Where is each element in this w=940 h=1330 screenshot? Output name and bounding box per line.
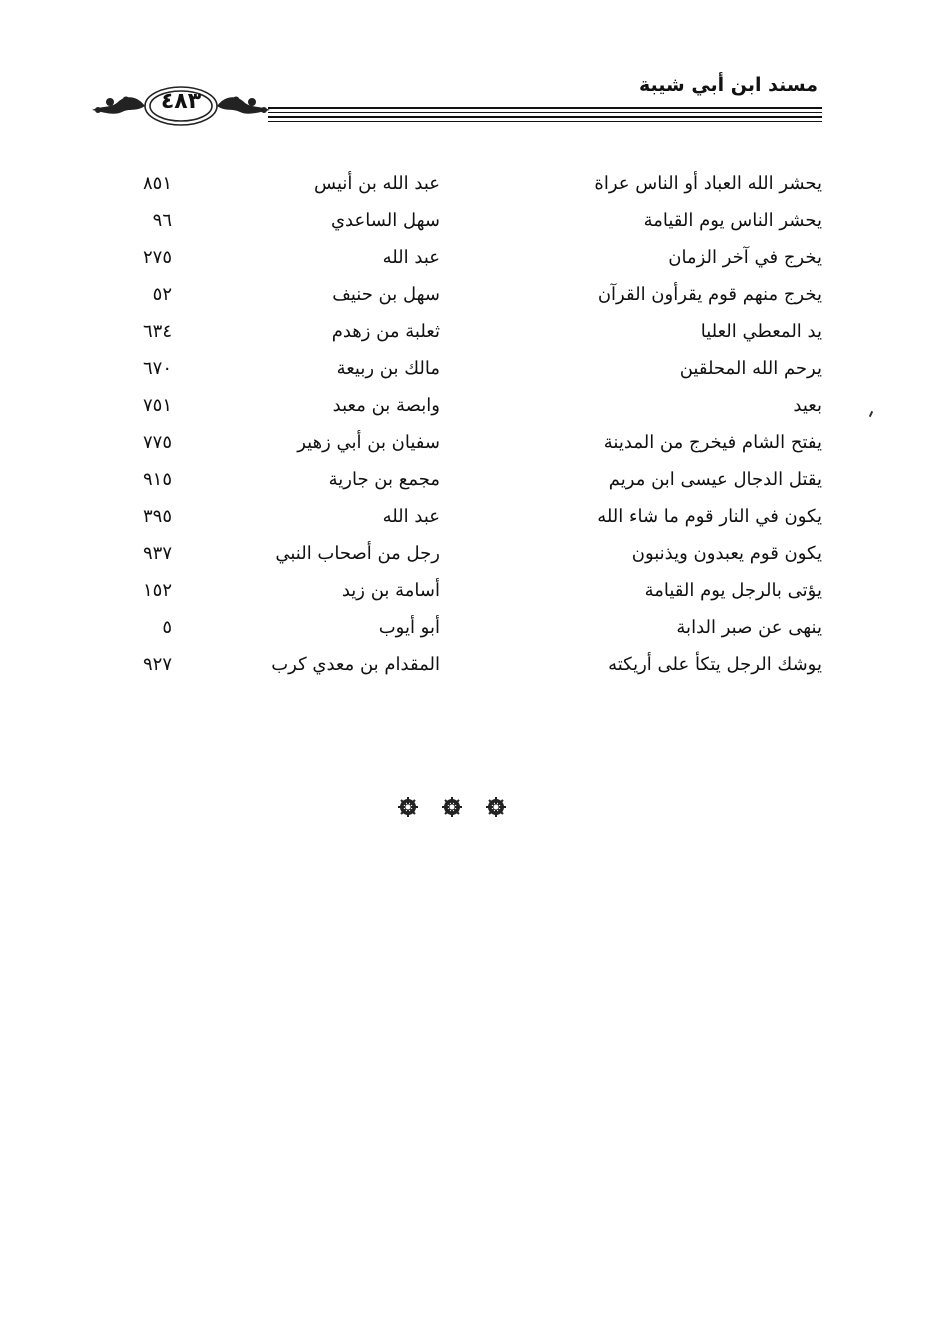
hadith-text: ينهى عن صبر الدابة: [676, 617, 822, 638]
table-row: [0, 391, 940, 428]
index-table: [0, 169, 940, 687]
narrator-name: سهل الساعدي: [330, 210, 440, 231]
table-row: [0, 576, 940, 613]
table-row: [0, 317, 940, 354]
narrator-name: رجل من أصحاب النبي: [275, 543, 440, 564]
hadith-number: ٨٥١: [142, 173, 172, 194]
hadith-text: بعيد: [793, 395, 822, 416]
hadith-number: ٥: [162, 617, 172, 638]
hadith-number: ٩٦: [152, 210, 172, 231]
narrator-name: المقدام بن معدي كرب: [271, 654, 440, 675]
hadith-text: يكون في النار قوم ما شاء الله: [597, 506, 822, 527]
flower-ornament-icon: [442, 797, 462, 817]
hadith-number: ٧٥١: [142, 395, 172, 416]
hadith-text: يوشك الرجل يتكأ على أريكته: [608, 654, 822, 675]
table-row: [0, 169, 940, 206]
flower-ornament-icon: [398, 797, 418, 817]
hadith-text: يخرج في آخر الزمان: [668, 247, 822, 268]
narrator-name: ثعلبة من زهدم: [331, 321, 440, 342]
header-rule: [268, 107, 822, 125]
hadith-number: ١٥٢: [142, 580, 172, 601]
hadith-text: يؤتى بالرجل يوم القيامة: [644, 580, 822, 601]
hadith-text: يفتح الشام فيخرج من المدينة: [603, 432, 822, 453]
table-row: [0, 539, 940, 576]
hadith-text: يرحم الله المحلقين: [679, 358, 822, 379]
table-row: [0, 650, 940, 687]
hadith-number: ٦٣٤: [142, 321, 172, 342]
narrator-name: عبد الله: [382, 506, 440, 527]
page-number: ٤٨٣: [160, 89, 202, 114]
hadith-number: ٧٧٥: [142, 432, 172, 453]
narrator-name: مالك بن ربيعة: [336, 358, 440, 379]
narrator-name: أسامة بن زيد: [341, 580, 440, 601]
table-row: [0, 243, 940, 280]
hadith-number: ٩٣٧: [142, 543, 172, 564]
narrator-name: وابصة بن معبد: [332, 395, 440, 416]
hadith-number: ٥٢: [152, 284, 172, 305]
hadith-text: يحشر الناس يوم القيامة: [643, 210, 822, 231]
book-title: مسند ابن أبي شيبة: [638, 74, 818, 96]
hadith-number: ٩١٥: [142, 469, 172, 490]
table-row: [0, 280, 940, 317]
hadith-text: يخرج منهم قوم يقرأون القرآن: [597, 284, 822, 305]
table-row: [0, 502, 940, 539]
table-row: [0, 428, 940, 465]
hadith-text: يقتل الدجال عيسى ابن مريم: [608, 469, 822, 490]
narrator-name: مجمع بن جارية: [328, 469, 440, 490]
narrator-name: سهل بن حنيف: [332, 284, 440, 305]
hadith-number: ٣٩٥: [142, 506, 172, 527]
hadith-text: يكون قوم يعبدون ويذنبون: [631, 543, 822, 564]
hadith-text: يحشر الله العباد أو الناس عراة: [594, 173, 822, 194]
end-ornament: [388, 795, 518, 819]
table-row: [0, 354, 940, 391]
table-row: [0, 465, 940, 502]
hadith-text: يد المعطي العليا: [700, 321, 822, 342]
flower-ornament-icon: [486, 797, 506, 817]
table-row: [0, 206, 940, 243]
narrator-name: عبد الله بن أنيس: [314, 173, 440, 194]
table-row: [0, 613, 940, 650]
narrator-name: أبو أيوب: [378, 617, 440, 638]
narrator-name: سفيان بن أبي زهير: [297, 432, 440, 453]
narrator-name: عبد الله: [382, 247, 440, 268]
hadith-number: ٢٧٥: [142, 247, 172, 268]
hadith-number: ٦٧٠: [142, 358, 172, 379]
hadith-number: ٩٢٧: [142, 654, 172, 675]
